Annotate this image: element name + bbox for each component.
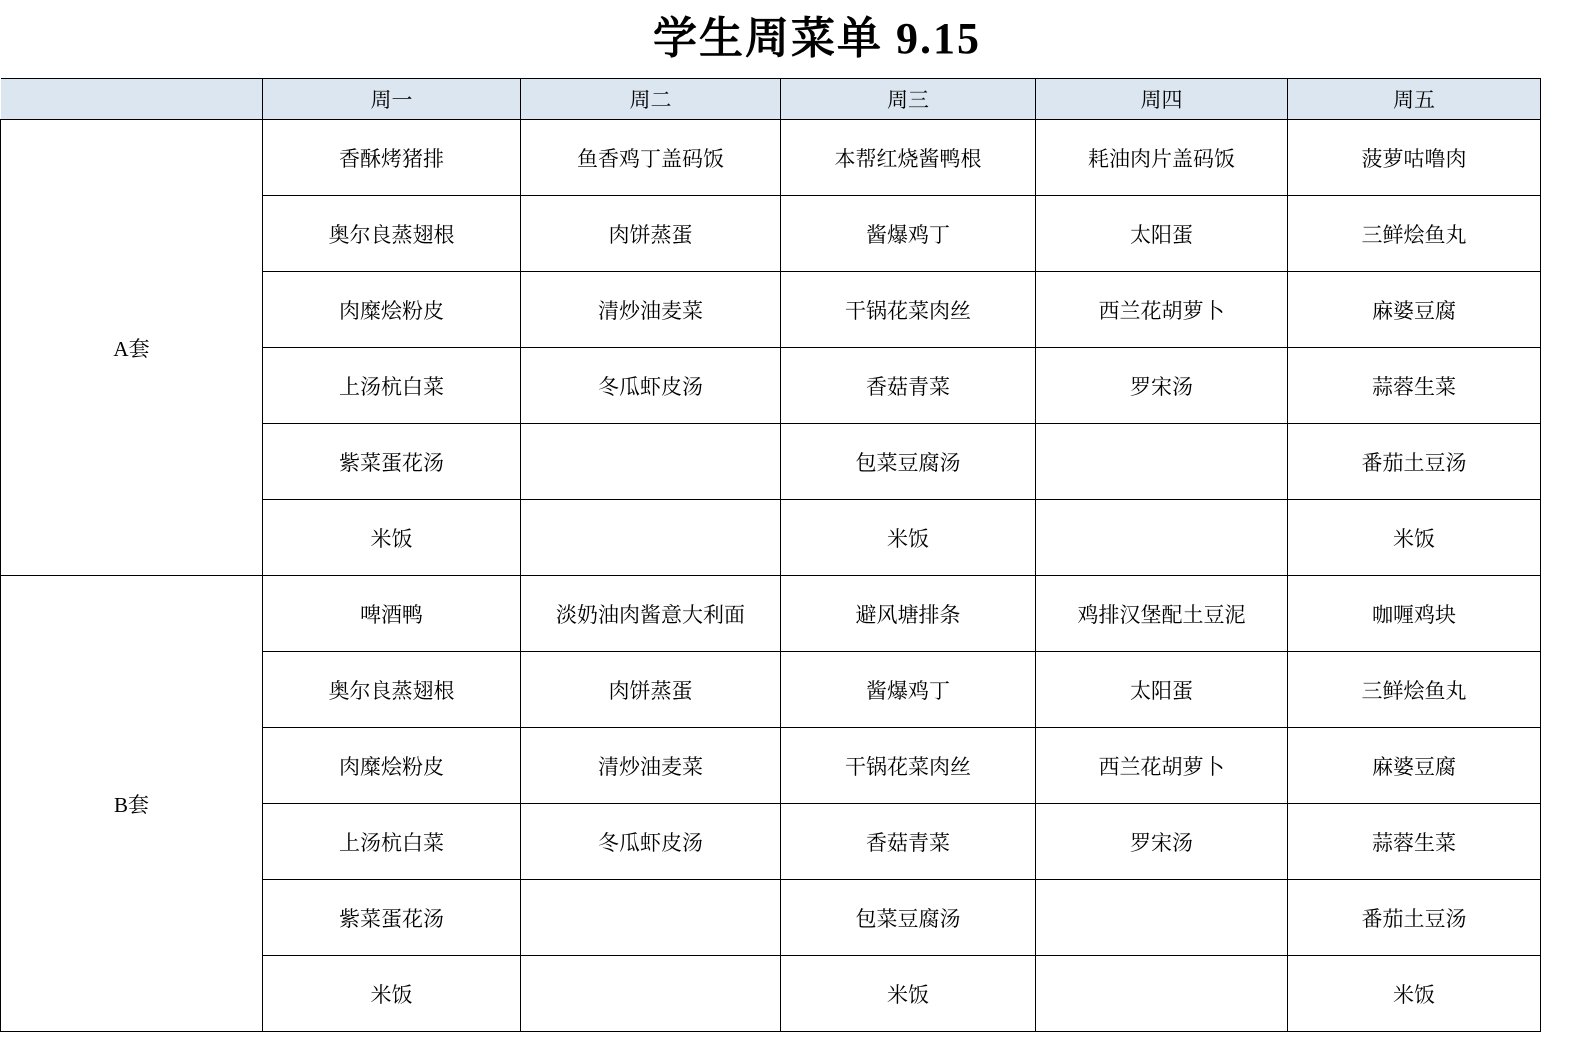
dish-cell: 酱爆鸡丁 — [781, 652, 1036, 728]
column-header-thursday: 周四 — [1036, 79, 1288, 120]
dish-cell: 番茄土豆汤 — [1288, 880, 1541, 956]
dish-cell: 米饭 — [263, 500, 521, 576]
dish-cell: 冬瓜虾皮汤 — [521, 804, 781, 880]
dish-cell: 奥尔良蒸翅根 — [263, 196, 521, 272]
dish-cell: 三鲜烩鱼丸 — [1288, 196, 1541, 272]
dish-cell: 米饭 — [1288, 956, 1541, 1032]
dish-cell: 香菇青菜 — [781, 348, 1036, 424]
dish-cell: 紫菜蛋花汤 — [263, 880, 521, 956]
dish-cell: 番茄土豆汤 — [1288, 424, 1541, 500]
dish-cell — [1036, 956, 1288, 1032]
dish-cell: 蒜蓉生菜 — [1288, 348, 1541, 424]
dish-cell: 肉饼蒸蛋 — [521, 652, 781, 728]
dish-cell: 肉饼蒸蛋 — [521, 196, 781, 272]
dish-cell: 咖喱鸡块 — [1288, 576, 1541, 652]
dish-cell: 本帮红烧酱鸭根 — [781, 120, 1036, 196]
table-row — [1, 576, 1541, 652]
dish-cell: 清炒油麦菜 — [521, 728, 781, 804]
page-title: 学生周菜单 9.15 — [653, 14, 981, 63]
dish-cell: 肉糜烩粉皮 — [263, 272, 521, 348]
dish-cell — [521, 880, 781, 956]
dish-cell: 奥尔良蒸翅根 — [263, 652, 521, 728]
dish-cell: 菠萝咕噜肉 — [1288, 120, 1541, 196]
dish-cell: 太阳蛋 — [1036, 196, 1288, 272]
dish-cell: 淡奶油肉酱意大利面 — [521, 576, 781, 652]
dish-cell: 鱼香鸡丁盖码饭 — [521, 120, 781, 196]
dish-cell: 冬瓜虾皮汤 — [521, 348, 781, 424]
dish-cell: 蒜蓉生菜 — [1288, 804, 1541, 880]
dish-cell: 麻婆豆腐 — [1288, 272, 1541, 348]
dish-cell: 避风塘排条 — [781, 576, 1036, 652]
dish-cell: 包菜豆腐汤 — [781, 424, 1036, 500]
column-header-wednesday: 周三 — [781, 79, 1036, 120]
dish-cell: 清炒油麦菜 — [521, 272, 781, 348]
table-body — [1, 120, 1541, 1032]
dish-cell: 香酥烤猪排 — [263, 120, 521, 196]
dish-cell: 西兰花胡萝卜 — [1036, 728, 1288, 804]
dish-cell: 包菜豆腐汤 — [781, 880, 1036, 956]
dish-cell — [1036, 500, 1288, 576]
dish-cell: 紫菜蛋花汤 — [263, 424, 521, 500]
dish-cell — [1036, 880, 1288, 956]
column-header-friday: 周五 — [1288, 79, 1541, 120]
dish-cell: 肉糜烩粉皮 — [263, 728, 521, 804]
dish-cell: 干锅花菜肉丝 — [781, 272, 1036, 348]
dish-cell: 西兰花胡萝卜 — [1036, 272, 1288, 348]
dish-cell — [521, 424, 781, 500]
table-corner-cell — [1, 79, 263, 120]
dish-cell: 米饭 — [1288, 500, 1541, 576]
weekly-menu-table — [0, 78, 1541, 1032]
table-header — [1, 79, 1541, 120]
set-label-a: A套 — [1, 120, 263, 576]
dish-cell: 酱爆鸡丁 — [781, 196, 1036, 272]
dish-cell: 啤酒鸭 — [263, 576, 521, 652]
dish-cell: 三鲜烩鱼丸 — [1288, 652, 1541, 728]
dish-cell: 香菇青菜 — [781, 804, 1036, 880]
dish-cell — [521, 500, 781, 576]
dish-cell: 罗宋汤 — [1036, 348, 1288, 424]
table-row — [1, 120, 1541, 196]
column-header-tuesday: 周二 — [521, 79, 781, 120]
table-header-row — [1, 79, 1541, 120]
dish-cell — [1036, 424, 1288, 500]
dish-cell: 罗宋汤 — [1036, 804, 1288, 880]
dish-cell — [521, 956, 781, 1032]
dish-cell: 太阳蛋 — [1036, 652, 1288, 728]
dish-cell: 米饭 — [263, 956, 521, 1032]
dish-cell: 干锅花菜肉丝 — [781, 728, 1036, 804]
set-label-b: B套 — [1, 576, 263, 1032]
dish-cell: 上汤杭白菜 — [263, 348, 521, 424]
dish-cell: 鸡排汉堡配土豆泥 — [1036, 576, 1288, 652]
dish-cell: 米饭 — [781, 500, 1036, 576]
dish-cell: 耗油肉片盖码饭 — [1036, 120, 1288, 196]
dish-cell: 上汤杭白菜 — [263, 804, 521, 880]
dish-cell: 米饭 — [781, 956, 1036, 1032]
dish-cell: 麻婆豆腐 — [1288, 728, 1541, 804]
column-header-monday: 周一 — [263, 79, 521, 120]
